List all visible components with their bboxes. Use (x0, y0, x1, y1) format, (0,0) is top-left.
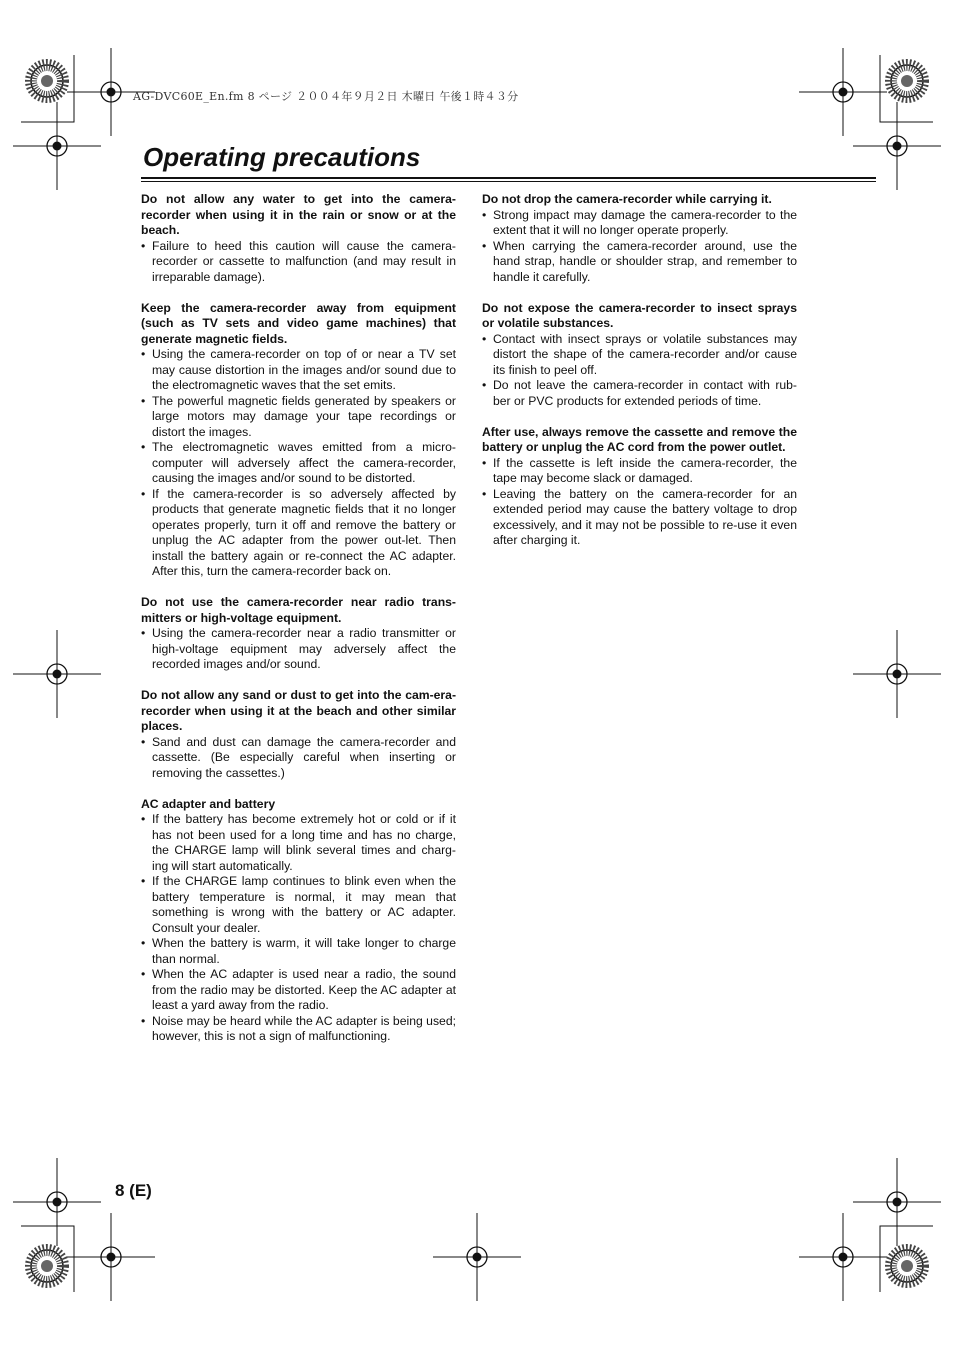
registration-mark-icon (13, 102, 101, 190)
star-target-icon (31, 1250, 63, 1282)
bullet-item: • Strong impact may damage the camera-recorder to the extent that it will no longer operate properly. (482, 208, 797, 239)
bullet-item: • Failure to heed this caution will cause the camera-recorder or cassette to malfunction (and may result in irreparable damage). (141, 239, 456, 286)
section-radio-transmitters (141, 595, 456, 673)
right-column (482, 192, 797, 564)
registration-mark-icon (13, 1158, 101, 1246)
left-column (141, 192, 456, 1060)
registration-mark-icon (67, 1213, 155, 1301)
bullet-item: • Do not leave the camera-recorder in contact with rub-ber or PVC products for extended periods of time. (482, 378, 797, 409)
bullet-list (141, 347, 456, 580)
bullet-item: • Leaving the battery on the camera-recorder for an extended period may cause the battery voltage to drop excessively, and it may not be possible to re-use it even after charging it. (482, 487, 797, 549)
section-sand-dust (141, 688, 456, 781)
registration-mark-icon (13, 630, 101, 718)
page-number: 8 (E) (115, 1181, 152, 1200)
bullet-list (141, 735, 456, 782)
section-insect-sprays (482, 301, 797, 410)
section-drop (482, 192, 797, 285)
bullet-list (141, 239, 456, 286)
bullet-item: • If the battery has become extremely hot or cold or if it has not been used for a long time and has no charge, the CHARGE lamp will blink several times and charg-ing will start automatically. (141, 812, 456, 874)
section-after-use (482, 425, 797, 549)
bullet-item: • Sand and dust can damage the camera-recorder and cassette. (Be especially careful when inserting or removing the cassettes.) (141, 735, 456, 782)
section-heading: Do not allow any water to get into the camera-recorder when using it in the rain or snow or at the beach. (141, 192, 456, 237)
bullet-item: • The electromagnetic waves emitted from a micro-computer will adversely affect the camera-recorder, causing the images and/or sound to be distorted. (141, 440, 456, 487)
file-header: AG-DVC60E_En.fm 8 ページ ２００４年９月２日 木曜日 午後１時４３分 (133, 90, 519, 103)
bullet-list (141, 626, 456, 673)
section-heading: Keep the camera-recorder away from equipment (such as TV sets and video game machines) that generate magnetic fields. (141, 300, 456, 346)
bullet-item: • The powerful magnetic fields generated by speakers or large motors may damage your tape recordings or distort the images. (141, 394, 456, 441)
registration-mark-icon (853, 630, 941, 718)
bullet-item: • If the cassette is left inside the camera-recorder, the tape may become slack or damaged. (482, 456, 797, 487)
section-heading: Do not drop the camera-recorder while carrying it. (482, 192, 772, 206)
registration-mark-icon (433, 1213, 521, 1301)
section-heading: AC adapter and battery (141, 796, 276, 811)
section-magnetic-fields (141, 301, 456, 580)
bullet-item: • Using the camera-recorder near a radio transmitter or high-voltage equipment may adversely affect the recorded images and/or sound. (141, 626, 456, 673)
bullet-item: • Contact with insect sprays or volatile substances may distort the shape of the camera-recorder and/or cause its finish to peel off. (482, 332, 797, 379)
title-rule (141, 177, 876, 179)
section-heading: Do not use the camera-recorder near radio trans-mitters or high-voltage equipment. (141, 595, 456, 625)
bullet-list (482, 332, 797, 410)
page-title: Operating precautions (143, 142, 421, 172)
bullet-item: • If the CHARGE lamp continues to blink even when the battery temperature is normal, it may mean that something is wrong with the battery or AC adapter. Consult your dealer. (141, 874, 456, 936)
bullet-list (482, 456, 797, 549)
star-target-icon (891, 1250, 923, 1282)
star-target-icon (31, 65, 63, 97)
bullet-item: • When the AC adapter is used near a radio, the sound from the radio may be distorted. Keep the AC adapter at least a yard away from the radio. (141, 967, 456, 1014)
registration-mark-icon (799, 1213, 887, 1301)
section-water (141, 192, 456, 285)
bullet-list (482, 208, 797, 286)
registration-mark-icon (853, 1158, 941, 1246)
bullet-item: • When the battery is warm, it will take longer to charge than normal. (141, 936, 456, 967)
section-ac-adapter-battery (141, 797, 456, 1045)
title-rule-thin (141, 181, 876, 182)
bullet-item: • When carrying the camera-recorder around, use the hand strap, handle or shoulder strap, and remember to handle it carefully. (482, 239, 797, 286)
registration-mark-icon (799, 48, 887, 136)
bullet-list (141, 812, 456, 1045)
section-heading: Do not expose the camera-recorder to insect sprays or volatile substances. (482, 300, 797, 330)
section-heading: After use, always remove the cassette and remove the battery or unplug the AC cord from the power outlet. (482, 424, 797, 454)
star-target-icon (891, 65, 923, 97)
bullet-item: • Noise may be heard while the AC adapter is being used; however, this is not a sign of malfunctioning. (141, 1014, 456, 1045)
section-heading: Do not allow any sand or dust to get into the cam-era-recorder when using it at the beach and other similar places. (141, 688, 456, 733)
bullet-item: • If the camera-recorder is so adversely affected by products that generate magnetic fields that it no longer operates properly, turn it off and remove the battery or unplug the AC adapter from the power out-let. Then install the battery again or re-connect the AC adapter. After this, turn the camera-recorder back on. (141, 487, 456, 580)
bullet-item: • Using the camera-recorder on top of or near a TV set may cause distortion in the images and/or sound due to the electromagnetic waves that the set emits. (141, 347, 456, 394)
